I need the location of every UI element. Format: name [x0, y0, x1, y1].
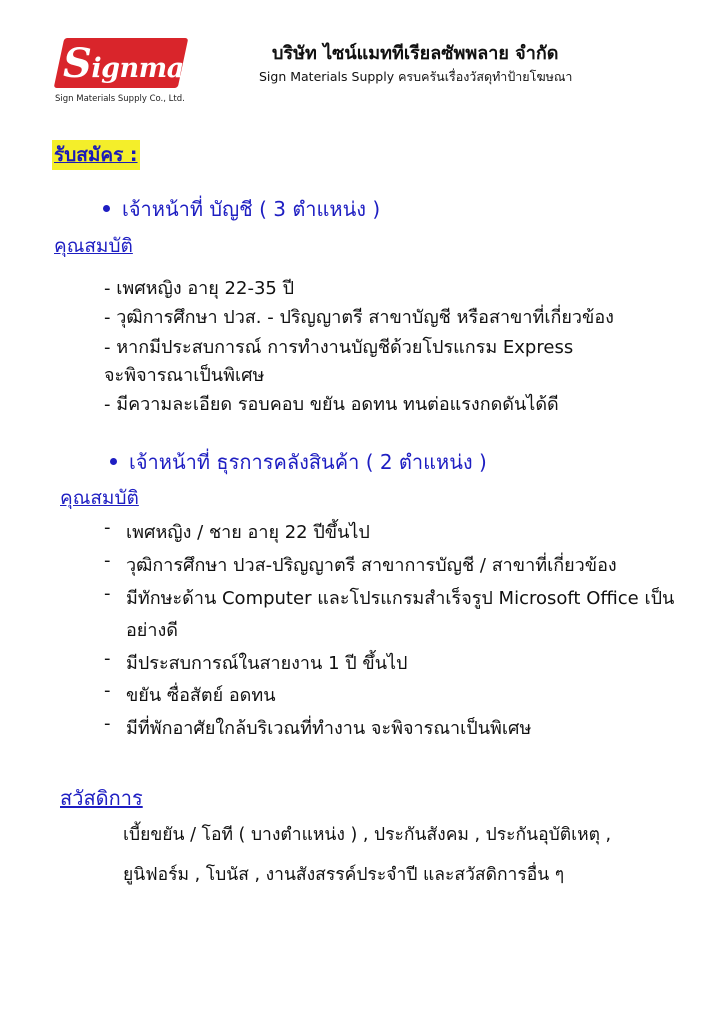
position-title-text: เจ้าหน้าที่ บัญชี ( 3 ตำแหน่ง ) — [122, 197, 381, 221]
requirement-item: มีทักษะด้าน Computer และโปรแกรมสำเร็จรูป Microsoft Office เป็น — [126, 588, 675, 609]
requirement-item: - เพศหญิง อายุ 22-35 ปี — [104, 278, 295, 299]
dash-marker: - — [104, 583, 111, 604]
company-tagline: Sign Materials Supply ครบครันเรื่องวัสดุทำป้ายโฆษณา — [259, 69, 573, 84]
dash-marker: - — [104, 713, 111, 734]
requirement-item: เพศหญิง / ชาย อายุ 22 ปีขึ้นไป — [126, 522, 370, 543]
logo-subtitle: Sign Materials Supply Co., Ltd. — [55, 94, 185, 104]
company-name: บริษัท ไซน์แมททีเรียลซัพพลาย จำกัด — [272, 43, 559, 64]
bullet-icon — [110, 458, 117, 465]
requirement-item: - หากมีประสบการณ์ การทำงานบัญชีด้วยโปรแกรม Express — [104, 337, 574, 358]
logo-wordmark: Signmat — [63, 40, 196, 87]
position-title-text: เจ้าหน้าที่ ธุรการคลังสินค้า ( 2 ตำแหน่ง ) — [129, 450, 487, 474]
qualification-heading: คุณสมบัติ — [60, 487, 139, 509]
dash-marker: - — [104, 648, 111, 669]
requirement-item: มีที่พักอาศัยใกล้บริเวณที่ทำงาน จะพิจารณาเป็นพิเศษ — [126, 718, 532, 739]
bullet-icon — [103, 205, 110, 212]
dash-marker: - — [104, 550, 111, 571]
dash-marker: - — [104, 680, 111, 701]
qualification-heading: คุณสมบัติ — [54, 235, 133, 257]
recruit-heading: รับสมัคร : — [52, 140, 140, 170]
position-title-accounting — [103, 193, 380, 225]
welfare-line: ยูนิฟอร์ม , โบนัส , งานสังสรรค์ประจำปี และสวัสดิการอื่น ๆ — [123, 865, 565, 885]
requirement-item: ขยัน ซื่อสัตย์ อดทน — [126, 685, 276, 706]
requirement-item: วุฒิการศึกษา ปวส-ปริญญาตรี สาขาการบัญชี / สาขาที่เกี่ยวข้อง — [126, 555, 617, 576]
position-title-warehouse — [110, 446, 487, 478]
requirement-item: - วุฒิการศึกษา ปวส. - ปริญญาตรี สาขาบัญชี หรือสาขาที่เกี่ยวข้อง — [104, 307, 614, 328]
requirement-item: มีประสบการณ์ในสายงาน 1 ปี ขึ้นไป — [126, 653, 408, 674]
dash-marker: - — [104, 517, 111, 538]
requirement-item: อย่างดี — [126, 620, 178, 641]
requirement-item: - มีความละเอียด รอบคอบ ขยัน อดทน ทนต่อแรงกดดันได้ดี — [104, 394, 559, 415]
welfare-heading: สวัสดิการ — [60, 786, 143, 810]
requirement-item: จะพิจารณาเป็นพิเศษ — [104, 365, 265, 386]
welfare-line: เบี้ยขยัน / โอที ( บางตำแหน่ง ) , ประกันสังคม , ประกันอุบัติเหตุ , — [123, 825, 612, 845]
company-logo — [55, 38, 195, 112]
